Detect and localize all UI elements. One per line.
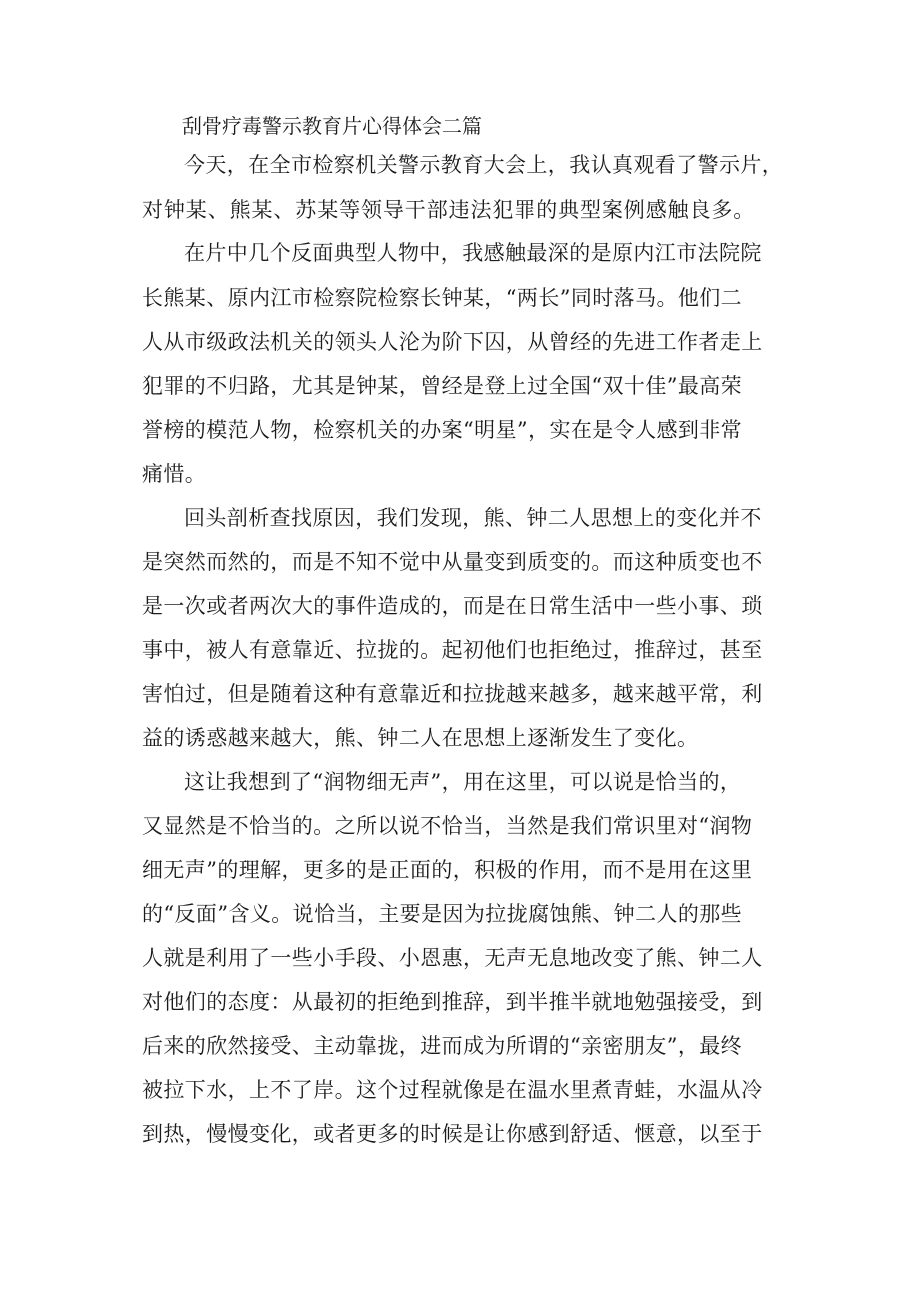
text-line: 人从市级政法机关的领头人沦为阶下囚，从曾经的先进工作者走上 [142, 330, 763, 354]
text-line: 益的诱惑越来越大，熊、钟二人在思想上逐渐发生了变化。 [142, 726, 699, 750]
text-line: 誉榜的模范人物，检察机关的办案“明星”，实在是令人感到非常 [142, 418, 743, 442]
text-line: 犯罪的不归路，尤其是钟某，曾经是登上过全国“双十佳”最高荣 [142, 374, 743, 398]
text-line: 被拉下水，上不了岸。这个过程就像是在温水里煮青蛙，水温从冷 [142, 1078, 763, 1102]
text-line: 细无声”的理解，更多的是正面的，积极的作用，而不是用在这里 [142, 858, 753, 882]
text-line: 害怕过，但是随着这种有意靠近和拉拢越来越多，越来越平常，利 [142, 682, 763, 706]
text-line: 的“反面”含义。说恰当，主要是因为拉拢腐蚀熊、钟二人的那些 [142, 902, 743, 926]
text-line: 事中，被人有意靠近、拉拢的。起初他们也拒绝过，推辞过，甚至 [142, 638, 763, 662]
text-line: 人就是利用了一些小手段、小恩惠，无声无息地改变了熊、钟二人 [142, 946, 763, 970]
text-line: 对他们的态度：从最初的拒绝到推辞，到半推半就地勉强接受，到 [142, 990, 763, 1014]
text-line: 痛惜。 [142, 462, 207, 486]
text-line: 今天，在全市检察机关警示教育大会上，我认真观看了警示片， [184, 153, 784, 177]
text-line: 后来的欣然接受、主动靠拢，进而成为所谓的“亲密朋友”，最终 [142, 1034, 743, 1058]
text-line: 在片中几个反面典型人物中，我感触最深的是原内江市法院院 [184, 241, 762, 265]
text-line: 是一次或者两次大的事件造成的，而是在日常生活中一些小事、琐 [142, 594, 763, 618]
text-line: 这让我想到了“润物细无声”，用在这里，可以说是恰当的， [184, 770, 742, 794]
text-line: 又显然是不恰当的。之所以说不恰当，当然是我们常识里对“润物 [142, 814, 753, 838]
document-title: 刮骨疗毒警示教育片心得体会二篇 [182, 114, 482, 138]
text-line: 到热，慢慢变化，或者更多的时候是让你感到舒适、惬意，以至于 [142, 1122, 763, 1146]
text-line: 是突然而然的，而是不知不觉中从量变到质变的。而这种质变也不 [142, 550, 763, 574]
text-line: 长熊某、原内江市检察院检察长钟某，“两长”同时落马。他们二 [142, 286, 743, 310]
text-line: 回头剖析查找原因，我们发现，熊、钟二人思想上的变化并不 [184, 506, 762, 530]
text-line: 对钟某、熊某、苏某等领导干部违法犯罪的典型案例感触良多。 [142, 198, 756, 222]
